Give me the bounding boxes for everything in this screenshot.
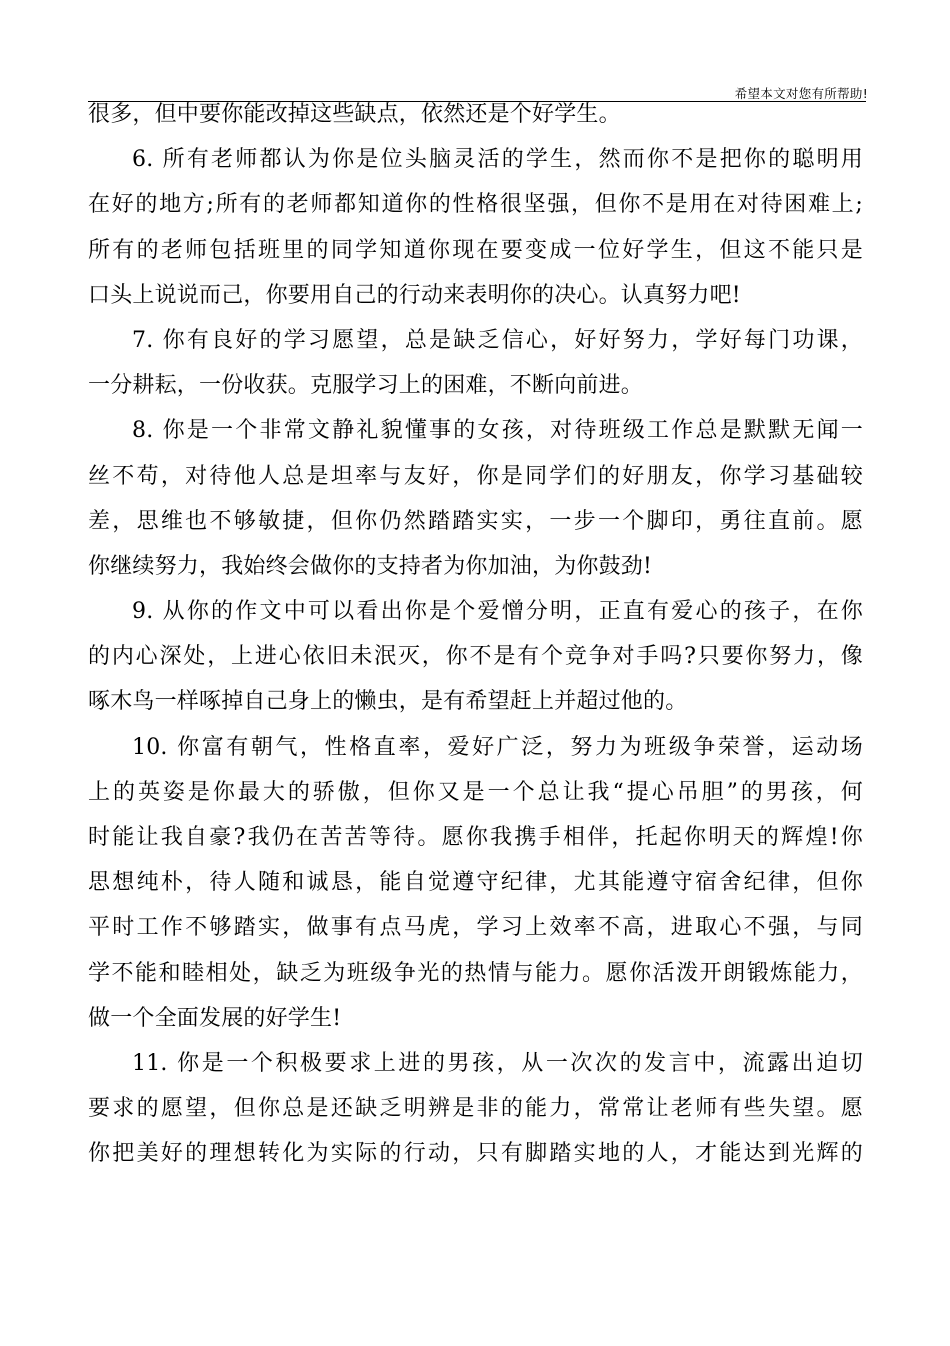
text-line: 7. 你有良好的学习愿望，总是缺乏信心，好好努力，学好每门功课，: [132, 327, 863, 353]
text-line: 你继续努力，我始终会做你的支持者为你加油，为你鼓劲!: [88, 553, 653, 579]
text-line: 差，思维也不够敏捷，但你仍然踏踏实实，一步一个脚印，勇往直前。愿: [88, 508, 863, 534]
text-line: 上的英姿是你最大的骄傲，但你又是一个总让我“提心吊胆”的男孩，何: [88, 779, 863, 805]
text-line: 9. 从你的作文中可以看出你是个爱憎分明，正直有爱心的孩子，在你: [132, 599, 863, 625]
text-line: 8. 你是一个非常文静礼貌懂事的女孩，对待班级工作总是默默无闻一: [132, 418, 863, 444]
text-line: 在好的地方;所有的老师都知道你的性格很坚强，但你不是用在对待困难上;: [88, 192, 863, 218]
text-line: 思想纯朴，待人随和诚恳，能自觉遵守纪律，尤其能遵守宿舍纪律，但你: [88, 870, 863, 896]
text-line: 啄木鸟一样啄掉自己身上的懒虫，是有希望赶上并超过他的。: [88, 689, 688, 715]
document-body: [88, 92, 863, 1177]
text-line: 丝不苟，对待他人总是坦率与友好，你是同学们的好朋友，你学习基础较: [88, 463, 863, 489]
text-line: 要求的愿望，但你总是还缺乏明辨是非的能力，常常让老师有些失望。愿: [88, 1096, 863, 1122]
header-note: 希望本文对您有所帮助!: [734, 86, 868, 101]
text-line: 很多，但中要你能改掉这些缺点，依然还是个好学生。: [88, 102, 621, 127]
text-line: 做一个全面发展的好学生!: [88, 1005, 342, 1031]
text-line: 一分耕耘，一份收获。克服学习上的困难，不断向前进。: [88, 373, 644, 399]
text-line: 口头上说说而己，你要用自己的行动来表明你的决心。认真努力吧!: [88, 282, 741, 308]
text-line: 11. 你是一个积极要求上进的男孩，从一次次的发言中，流露出迫切: [132, 1050, 863, 1076]
text-line: 10. 你富有朝气，性格直率，爱好广泛，努力为班级争荣誉，运动场: [132, 734, 863, 760]
text-line: 平时工作不够踏实，做事有点马虎，学习上效率不高，进取心不强，与同: [88, 915, 863, 941]
text-line: 时能让我自豪?我仍在苦苦等待。愿你我携手相伴，托起你明天的辉煌!你: [88, 825, 863, 850]
text-line: 你把美好的理想转化为实际的行动，只有脚踏实地的人，才能达到光辉的: [88, 1141, 863, 1167]
text-line: 学不能和睦相处，缺乏为班级争光的热情与能力。愿你活泼开朗锻炼能力，: [88, 960, 863, 986]
text-line: 所有的老师包括班里的同学知道你现在要变成一位好学生，但这不能只是: [88, 237, 863, 263]
text-line: 6. 所有老师都认为你是位头脑灵活的学生，然而你不是把你的聪明用: [132, 147, 863, 173]
text-line: 的内心深处，上进心依旧未泯灭，你不是有个竞争对手吗?只要你努力，像: [88, 644, 863, 670]
